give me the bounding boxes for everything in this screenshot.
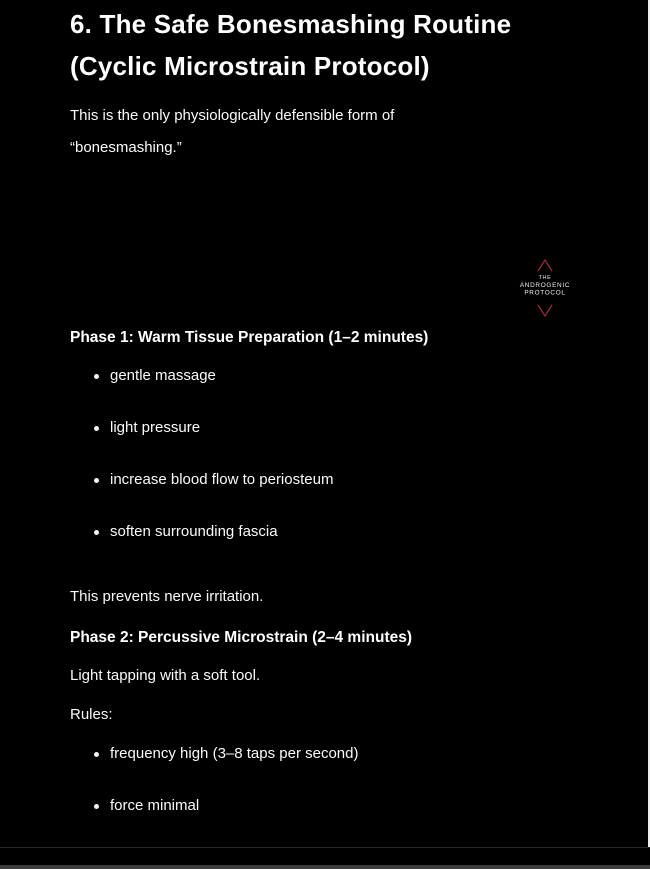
phase-1-heading: Phase 1: Warm Tissue Preparation (1–2 minutes) <box>70 329 429 346</box>
list-item: increase blood flow to periosteum <box>70 470 580 490</box>
phase-1-bullet-list <box>70 366 580 542</box>
page-title-line-2: (Cyclic Microstrain Protocol) <box>70 51 430 81</box>
logo-caret-up-icon <box>538 260 552 271</box>
phase-2-body: Light tapping with a soft tool. <box>70 667 261 684</box>
logo-text-androgenic: ANDROGENIC <box>519 282 571 289</box>
list-item: soften surrounding fascia <box>70 522 580 542</box>
list-item: force minimal <box>70 796 580 816</box>
intro-paragraph <box>70 100 580 164</box>
page-title-line-1: 6. The Safe Bonesmashing Routine <box>70 9 512 39</box>
rules-label: Rules: <box>70 706 113 723</box>
list-item: gentle massage <box>70 366 580 386</box>
logo-text-the: THE <box>538 275 552 281</box>
intro-line-1: This is the only physiologically defensible form of <box>70 107 395 124</box>
phase-1-note: This prevents nerve irritation. <box>70 588 264 605</box>
androgenic-protocol-logo <box>511 258 579 318</box>
list-item: frequency high (3–8 taps per second) <box>70 744 580 764</box>
logo-text-protocol: PROTOCOL <box>524 289 566 297</box>
footer-divider <box>0 847 650 848</box>
page-title <box>70 0 580 87</box>
list-item: light pressure <box>70 418 580 438</box>
bottom-bar-edge <box>0 865 650 869</box>
phase-2-bullet-list <box>70 744 580 816</box>
logo-caret-down-icon <box>538 305 552 316</box>
intro-line-2: “bonesmashing.” <box>70 139 182 156</box>
phase-2-heading: Phase 2: Percussive Microstrain (2–4 minutes) <box>70 629 413 646</box>
